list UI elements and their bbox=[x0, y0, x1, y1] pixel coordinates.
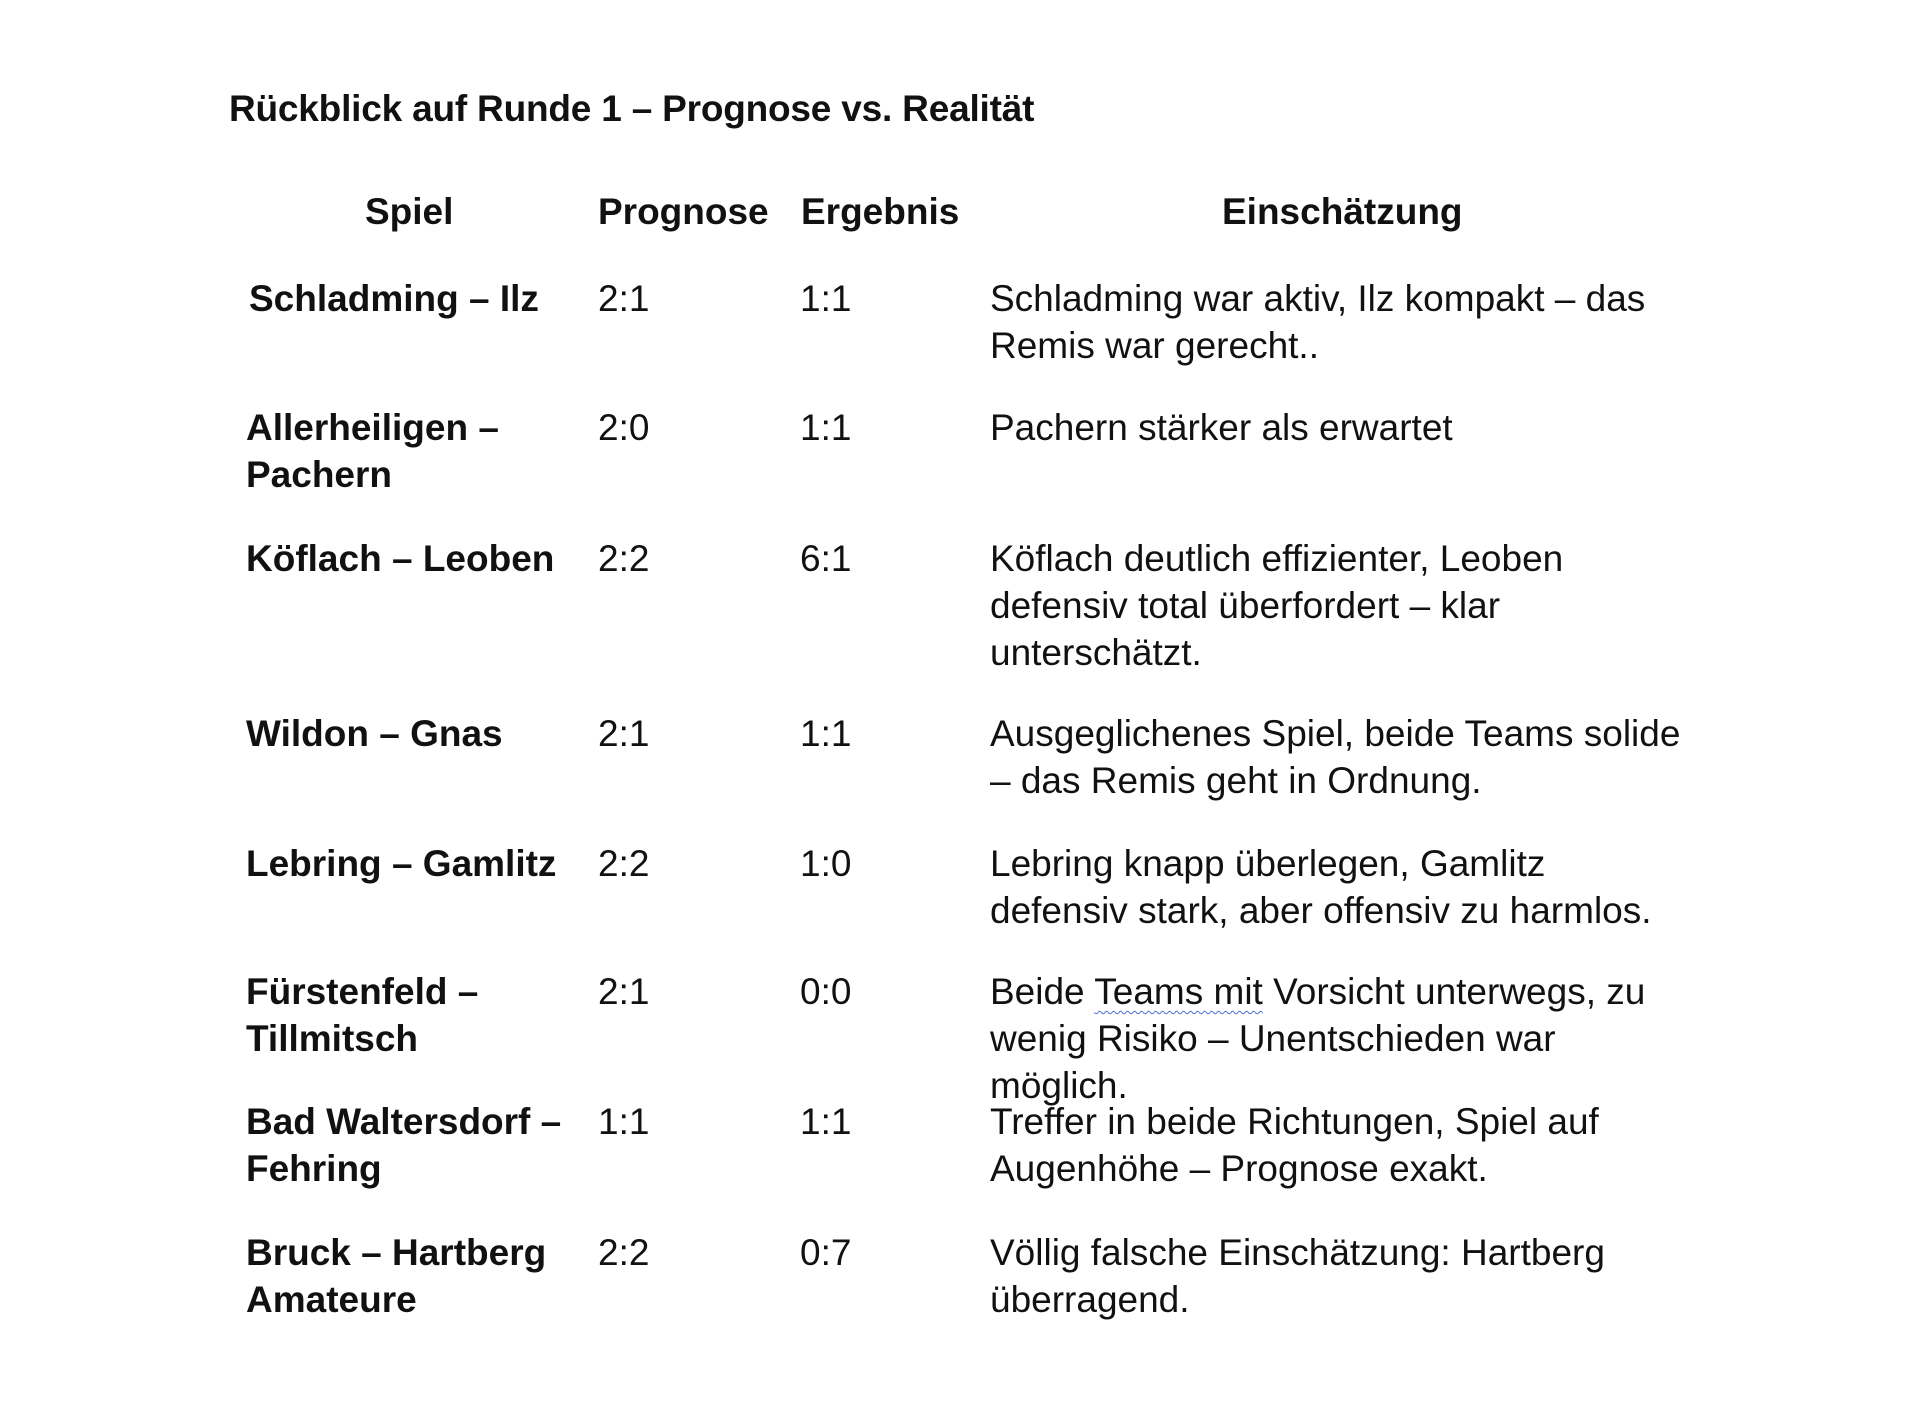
cell-einschaetzung: Lebring knapp überlegen, Gamlitz defensiv stark, aber offensiv zu harmlos. bbox=[990, 843, 1652, 931]
cell-spiel: Fürstenfeld – Tillmitsch bbox=[246, 971, 479, 1059]
spellcheck-underlined-text[interactable]: Teams mit bbox=[1094, 971, 1263, 1012]
cell-prognose: 2:2 bbox=[598, 538, 650, 579]
header-prognose: Prognose bbox=[598, 191, 769, 232]
cell-einschaetzung: Ausgeglichenes Spiel, beide Teams solide – das Remis geht in Ordnung. bbox=[990, 713, 1681, 801]
cell-prognose: 1:1 bbox=[598, 1101, 650, 1142]
cell-prognose: 2:1 bbox=[598, 278, 650, 319]
cell-einschaetzung: Köflach deutlich effizienter, Leoben defensiv total überfordert – klar unterschätzt. bbox=[990, 538, 1564, 673]
cell-ergebnis: 1:1 bbox=[800, 713, 852, 754]
cell-einschaetzung: Völlig falsche Einschätzung: Hartberg überragend. bbox=[990, 1232, 1605, 1320]
cell-spiel: Lebring – Gamlitz bbox=[246, 843, 557, 884]
cell-prognose: 2:0 bbox=[598, 407, 650, 448]
cell-spiel: Köflach – Leoben bbox=[246, 538, 555, 579]
cell-einschaetzung: Treffer in beide Richtungen, Spiel auf Augenhöhe – Prognose exakt. bbox=[990, 1101, 1599, 1189]
cell-spiel: Allerheiligen – Pachern bbox=[246, 407, 499, 495]
document-title: Rückblick auf Runde 1 – Prognose vs. Realität bbox=[229, 88, 1035, 129]
cell-spiel: Schladming – Ilz bbox=[249, 278, 539, 319]
cell-ergebnis: 1:0 bbox=[800, 843, 852, 884]
cell-spiel: Bruck – Hartberg Amateure bbox=[246, 1232, 547, 1320]
header-ergebnis: Ergebnis bbox=[801, 191, 960, 232]
cell-prognose: 2:1 bbox=[598, 713, 650, 754]
cell-einschaetzung: Pachern stärker als erwartet bbox=[990, 407, 1453, 448]
text-segment: Vorsicht unterwegs, zu wenig Risiko – Unentschieden war möglich. bbox=[990, 971, 1646, 1106]
cell-spiel: Wildon – Gnas bbox=[246, 713, 503, 754]
cell-ergebnis: 0:7 bbox=[800, 1232, 852, 1273]
cell-einschaetzung: Schladming war aktiv, Ilz kompakt – das Remis war gerecht.. bbox=[990, 278, 1646, 366]
cell-prognose: 2:2 bbox=[598, 843, 650, 884]
cell-spiel: Bad Waltersdorf – Fehring bbox=[246, 1101, 562, 1189]
header-einschaetzung: Einschätzung bbox=[1222, 191, 1463, 232]
cell-prognose: 2:1 bbox=[598, 971, 650, 1012]
cell-ergebnis: 1:1 bbox=[800, 407, 852, 448]
cell-ergebnis: 6:1 bbox=[800, 538, 852, 579]
cell-prognose: 2:2 bbox=[598, 1232, 650, 1273]
cell-ergebnis: 1:1 bbox=[800, 278, 852, 319]
cell-einschaetzung bbox=[990, 968, 1690, 1109]
header-spiel: Spiel bbox=[365, 191, 454, 232]
cell-ergebnis: 0:0 bbox=[800, 971, 852, 1012]
cell-ergebnis: 1:1 bbox=[800, 1101, 852, 1142]
text-segment: Beide bbox=[990, 971, 1095, 1012]
